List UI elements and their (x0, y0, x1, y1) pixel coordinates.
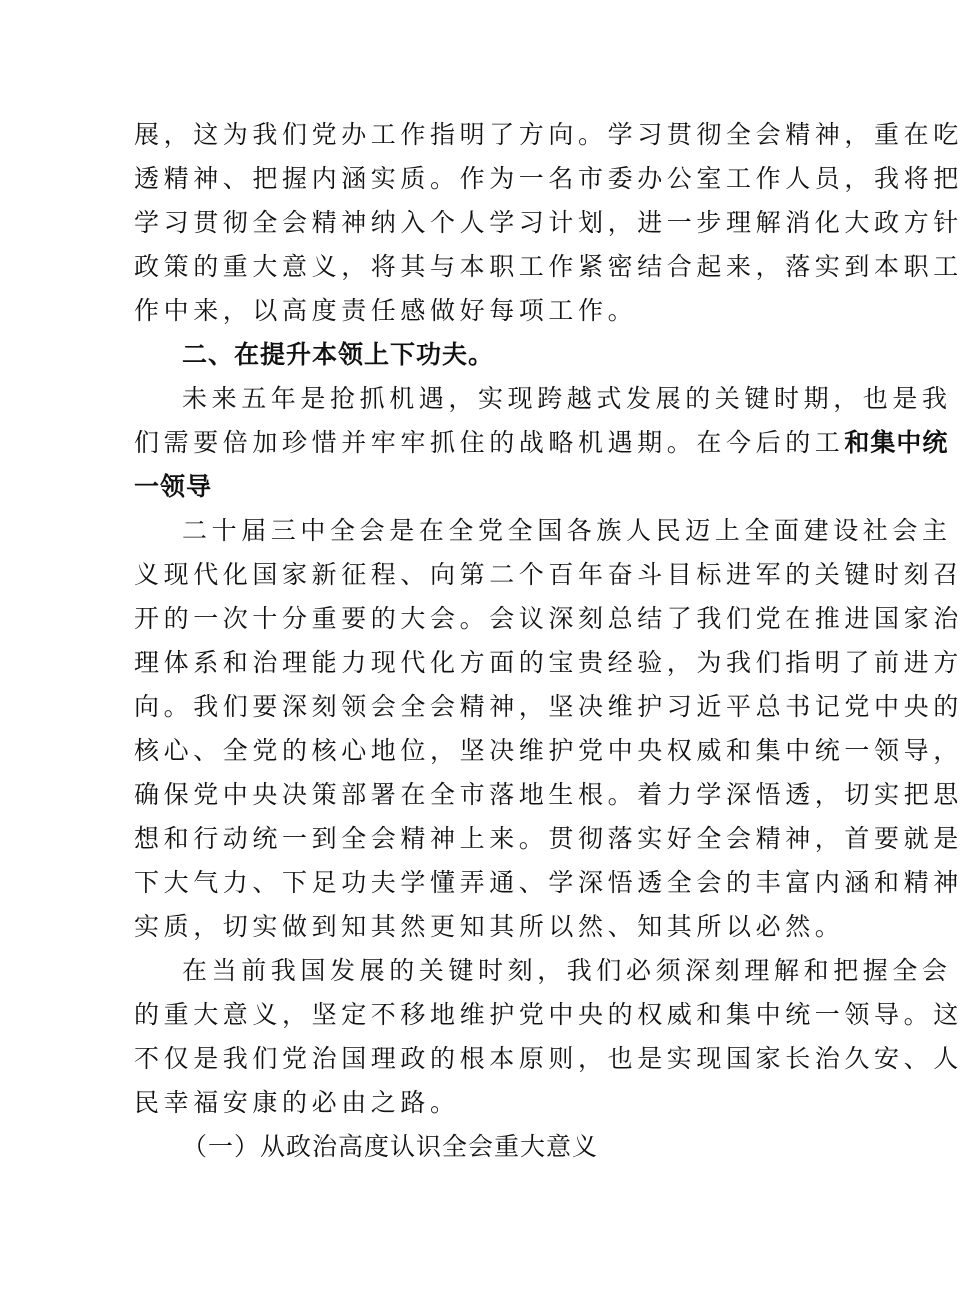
paragraph-4-line-3: 不仅是我们党治国理政的根本原则，也是实现国家长治久安、人 (134, 1044, 963, 1073)
paragraph-3-line-4: 理体系和治理能力现代化方面的宝贵经验，为我们指明了前进方 (134, 648, 963, 677)
paragraph-3-line-3: 开的一次十分重要的大会。会议深刻总结了我们党在推进国家治 (134, 604, 963, 633)
paragraph-1-line-4: 政策的重大意义，将其与本职工作紧密结合起来，落实到本职工 (134, 252, 963, 281)
subheading: （一）从政治高度认识全会重大意义 (182, 1132, 599, 1161)
paragraph-2-line-2 (134, 428, 948, 458)
paragraph-4-line-2: 的重大意义，坚定不移地维护党中央的权威和集中统一领导。这 (134, 1000, 963, 1029)
paragraph-3-line-9: 下大气力、下足功夫学懂弄通、学深悟透全会的丰富内涵和精神 (134, 868, 963, 897)
paragraph-3-line-6: 核心、全党的核心地位，坚决维护党中央权威和集中统一领导， (134, 736, 963, 765)
paragraph-2-line-1: 未来五年是抢抓机遇，实现跨越式发展的关键时期，也是我 (182, 384, 952, 413)
paragraph-4-line-1: 在当前我国发展的关键时刻，我们必须深刻理解和把握全会 (182, 956, 952, 985)
section-heading: 二、在提升本领上下功夫。 (182, 340, 495, 369)
paragraph-2-line-2-bold: 和集中统 (844, 428, 949, 457)
paragraph-4-line-4: 民幸福安康的必由之路。 (134, 1088, 460, 1117)
paragraph-1-line-1: 展，这为我们党办工作指明了方向。学习贯彻全会精神，重在吃 (134, 120, 963, 149)
paragraph-1-line-3: 学习贯彻全会精神纳入个人学习计划，进一步理解消化大政方针 (134, 208, 963, 237)
paragraph-1-line-5: 作中来，以高度责任感做好每项工作。 (134, 296, 638, 325)
paragraph-3-line-2: 义现代化国家新征程、向第二个百年奋斗目标进军的关键时刻召 (134, 560, 963, 589)
paragraph-1-line-2: 透精神、把握内涵实质。作为一名市委办公室工作人员，我将把 (134, 164, 963, 193)
paragraph-2-line-3-bold: 一领导 (134, 472, 213, 501)
paragraph-3-line-8: 想和行动统一到全会精神上来。贯彻落实好全会精神，首要就是 (134, 824, 963, 853)
paragraph-3-line-7: 确保党中央决策部署在全市落地生根。着力学深悟透，切实把思 (134, 780, 963, 809)
paragraph-3-line-1: 二十届三中全会是在全党全国各族人民迈上全面建设社会主 (182, 516, 952, 545)
paragraph-2-line-2-regular: 们需要倍加珍惜并牢牢抓住的战略机遇期。在今后的工 (134, 428, 845, 457)
paragraph-3-line-5: 向。我们要深刻领会全会精神，坚决维护习近平总书记党中央的 (134, 692, 963, 721)
paragraph-3-line-10: 实质，切实做到知其然更知其所以然、知其所以必然。 (134, 912, 845, 941)
